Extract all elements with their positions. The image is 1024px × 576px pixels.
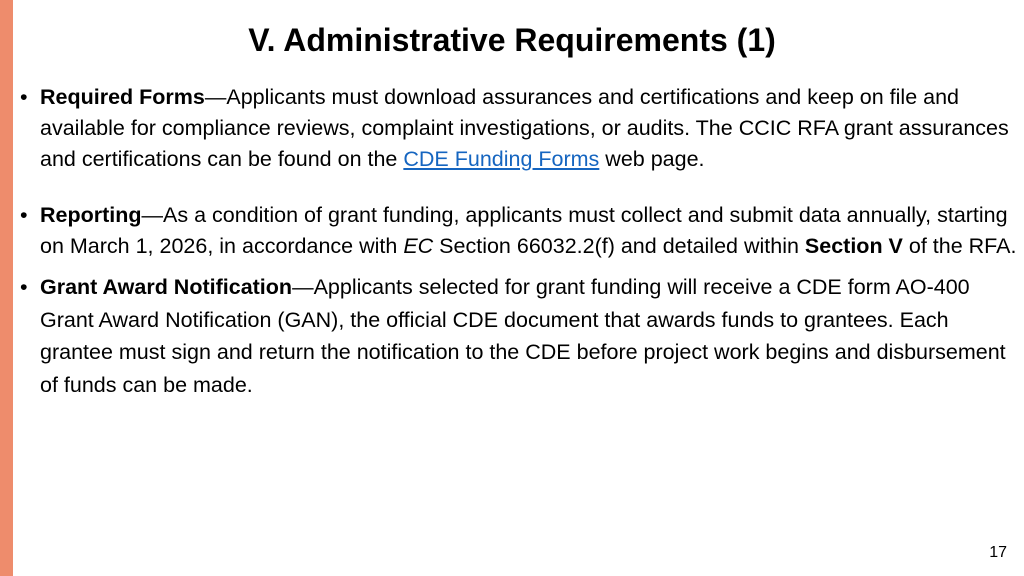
bullet-text: —Applicants must download assurances and certifications and keep on file and available for compliance reviews, complaint investigations, or audits. The CCIC RFA grant assurances and certifications can be found on the: [40, 85, 1009, 171]
bullet-label: Grant Award Notification: [40, 275, 293, 299]
accent-side-bar: [0, 0, 13, 576]
page-number: 17: [989, 544, 1007, 561]
bullet-dot-icon: •: [20, 203, 28, 227]
bullet-text: —As a condition of grant funding, applicants must collect and submit data annually, starting on March 1, 2026, in accordance with: [40, 203, 1008, 258]
bullet-list: [18, 82, 1018, 401]
cde-funding-forms-link[interactable]: CDE Funding Forms: [403, 147, 600, 171]
bullet-text-end: web page.: [599, 147, 705, 171]
bullet-text-end: of the RFA.: [902, 234, 1017, 258]
bullet-dot-icon: •: [20, 85, 28, 109]
bullet-grant-award-notification: [18, 271, 1018, 401]
bullet-label: Required Forms: [40, 85, 205, 109]
bullet-required-forms: [18, 82, 1018, 175]
bullet-italic-text: EC: [403, 234, 434, 258]
slide-title: V. Administrative Requirements (1): [248, 22, 776, 58]
bullet-text-middle: Section 66032.2(f) and detailed within: [433, 234, 805, 258]
bullet-label: Reporting: [40, 203, 142, 227]
bullet-text: —Applicants selected for grant funding will receive a CDE form AO-400 Grant Award Notification (GAN), the official CDE document that awards funds to grantees. Each grantee must sign and return the notification to the CDE before project work begins and disbursement of funds can be made.: [40, 275, 1006, 397]
bullet-reporting: [18, 200, 1018, 262]
bullet-bold-text: Section V: [804, 234, 903, 258]
bullet-dot-icon: •: [20, 275, 28, 299]
